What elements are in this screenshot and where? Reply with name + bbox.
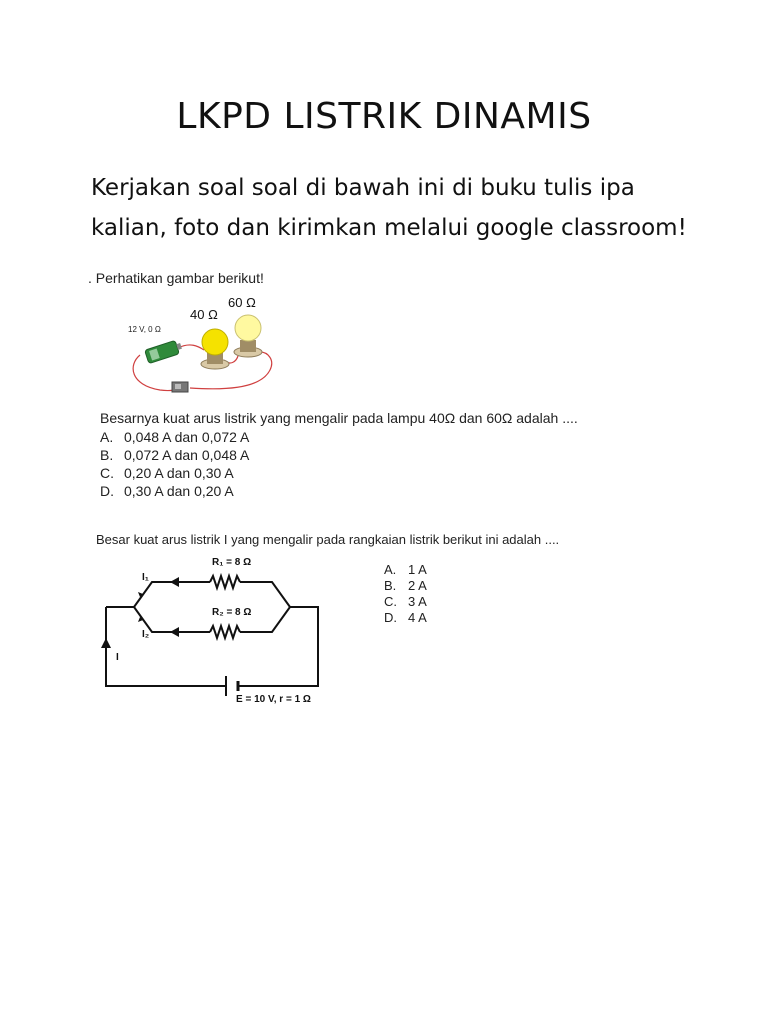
r1-label: R₁ = 8 Ω [212, 557, 252, 568]
option-c: C. 3 A [384, 594, 427, 609]
option-a: A. 1 A [384, 562, 427, 577]
wire [190, 352, 272, 389]
i-label: I [116, 652, 119, 663]
battery-icon [145, 339, 184, 363]
instruction-line-2: kalian, foto dan kirimkan melalui google classroom! [91, 215, 687, 241]
wire [134, 582, 210, 607]
lamp-40-icon [201, 329, 229, 369]
wire [106, 607, 226, 686]
wire [240, 582, 290, 607]
option-a: A. 0,048 A dan 0,072 A [100, 429, 250, 445]
source-label: E = 10 V, r = 1 Ω [236, 694, 311, 704]
lamp2-label: 60 Ω [228, 295, 256, 310]
question1-options [100, 428, 249, 500]
lamp1-label: 40 Ω [190, 307, 218, 322]
instructions [91, 168, 711, 248]
option-c: C. 0,20 A dan 0,30 A [100, 465, 234, 481]
arrow-i1-icon [170, 577, 179, 587]
lamp-circuit-figure [120, 290, 290, 405]
wire [178, 345, 204, 350]
option-d: D. 4 A [384, 610, 427, 625]
i1-label: I₁ [142, 572, 149, 583]
arrow-i2-icon [170, 627, 179, 637]
page-title: LKPD LISTRIK DINAMIS [176, 96, 592, 137]
lamp-60-icon [234, 315, 262, 357]
instruction-line-1: Kerjakan soal soal di bawah ini di buku tulis ipa [91, 175, 635, 201]
question1-heading: . Perhatikan gambar berikut! [88, 270, 264, 286]
option-b: B. 0,072 A dan 0,048 A [100, 447, 250, 463]
r2-label: R₂ = 8 Ω [212, 607, 252, 618]
i2-label: I₂ [142, 629, 150, 640]
option-b: B. 2 A [384, 578, 427, 593]
option-d: D. 0,30 A dan 0,20 A [100, 483, 234, 499]
wire [238, 607, 318, 686]
question1-text: Besarnya kuat arus listrik yang mengalir pada lampu 40Ω dan 60Ω adalah .... [100, 410, 578, 426]
question2-options [384, 562, 427, 626]
question2-text: Besar kuat arus listrik I yang mengalir pada rangkaian listrik berikut ini adalah .... [96, 532, 560, 547]
arrow-i-icon [101, 638, 111, 648]
switch-icon [172, 382, 188, 392]
resistor-r1-icon [210, 576, 240, 588]
battery-label: 12 V, 0 Ω [128, 325, 161, 334]
parallel-circuit-figure [96, 552, 346, 704]
resistor-r2-icon [210, 626, 240, 638]
